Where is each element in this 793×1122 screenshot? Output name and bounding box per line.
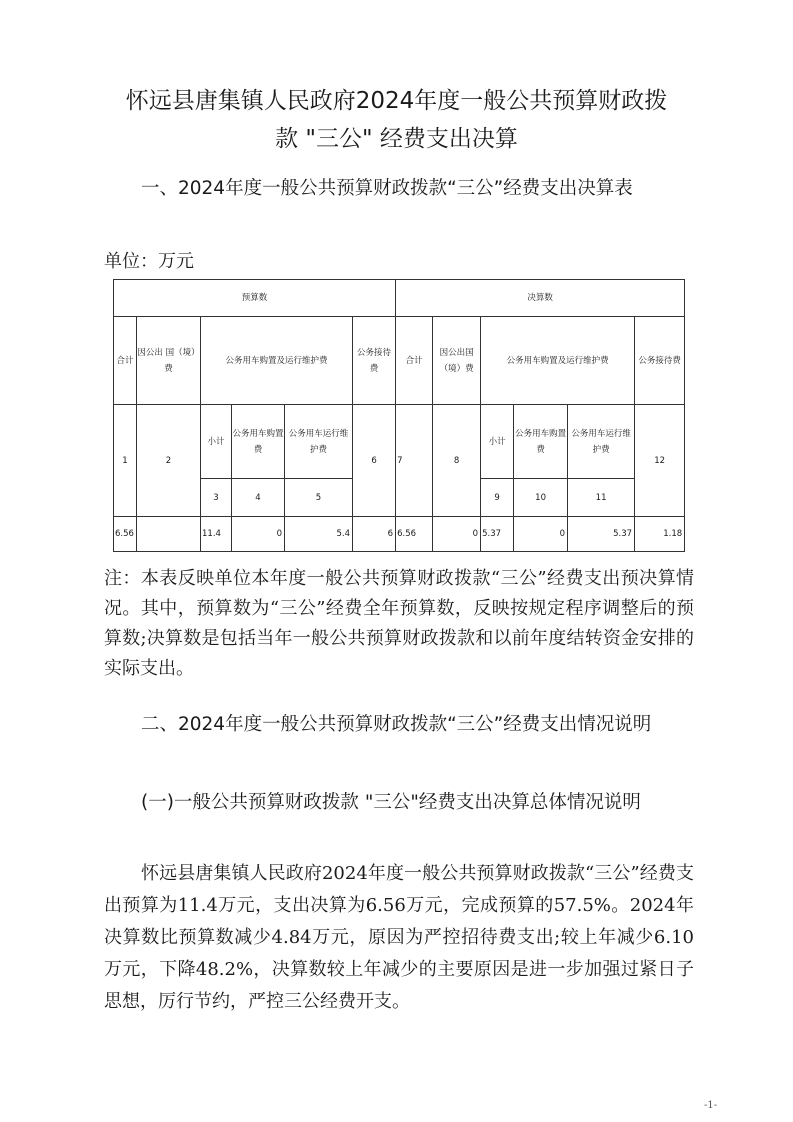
col-header-reception-final: 公务接待费: [635, 317, 685, 405]
unit-label: 单位：万元: [104, 251, 194, 272]
value-cell: 0: [232, 517, 285, 552]
index-cell: 5: [285, 479, 353, 517]
index-cell: 11: [568, 479, 635, 517]
index-cell: 4: [232, 479, 285, 517]
index-cell: 1: [114, 405, 137, 517]
col-header-subtotal: 小计: [201, 405, 232, 479]
col-header-vehicle-purchase: 公务用车购置费: [232, 405, 285, 479]
value-cell: 0: [433, 517, 481, 552]
three-public-expenses-table: [113, 279, 685, 552]
value-cell: 5.37: [568, 517, 635, 552]
col-header-total: 合计: [114, 317, 137, 405]
col-header-vehicle-purchase-final: 公务用车购置费: [514, 405, 568, 479]
col-header-abroad-final: 因公出国 （境）费: [433, 317, 481, 405]
value-cell: 0: [514, 517, 568, 552]
index-cell: 9: [481, 479, 514, 517]
value-cell: 6.56: [114, 517, 137, 552]
value-cell: 5.37: [481, 517, 514, 552]
index-cell: 6: [353, 405, 396, 517]
value-cell: 6.56: [396, 517, 433, 552]
value-cell: 5.4: [285, 517, 353, 552]
document-title-line-2: 款 "三公" 经费支出决算: [275, 126, 518, 152]
col-header-subtotal-final: 小计: [481, 405, 514, 479]
document-title-line-1: 怀远县唐集镇人民政府2024年度一般公共预算财政拨: [125, 88, 668, 114]
value-cell: 11.4: [201, 517, 232, 552]
budget-group-header: 预算数: [114, 280, 396, 317]
index-cell: 8: [433, 405, 481, 517]
col-header-total-final: 合计: [396, 317, 433, 405]
col-header-reception: 公务接待费: [353, 317, 396, 405]
col-header-vehicle-operation: 公务用车运行维护费: [285, 405, 353, 479]
section-2-heading: 二、2024年度一般公共预算财政拨款“三公”经费支出情况说明: [141, 714, 652, 735]
index-cell: 7: [396, 405, 433, 517]
index-cell: 12: [635, 405, 685, 517]
page-number: -1-: [704, 1100, 718, 1111]
col-header-vehicle-operation-final: 公务用车运行维护费: [568, 405, 635, 479]
value-cell: 6: [353, 517, 396, 552]
col-header-vehicle: 公务用车购置及运行维护费: [201, 317, 353, 405]
col-header-abroad: 因公出 国（境）费: [137, 317, 201, 405]
summary-paragraph: 怀远县唐集镇人民政府2024年度一般公共预算财政拨款“三公”经费支出预算为11.4万元，支出决算为6.56万元，完成预算的57.5%。2024年决算数比预算数减少4.84万元，原因为严控招待费支出;较上年减少6.10 万元，下降48.2%，决算数较上年减少的主要原因是进一步加强过紧日子思想，厉行节约，严控三公经费开支。: [104, 863, 694, 1012]
section-2-sub-heading: (一)一般公共预算财政拨款 "三公"经费支出决算总体情况说明: [141, 792, 641, 813]
value-cell: [137, 517, 201, 552]
index-cell: 2: [137, 405, 201, 517]
col-header-vehicle-final: 公务用车购置及运行维护费: [481, 317, 635, 405]
value-cell: 1.18: [635, 517, 685, 552]
table-note: 注：本表反映单位本年度一般公共预算财政拨款“三公”经费支出预决算情况。其中，预算数为“三公”经费全年预算数，反映按规定程序调整后的预算数;决算数是包括当年一般公共预算财政拨款和以前年度结转资金安排的实际支出。: [104, 568, 694, 679]
index-cell: 3: [201, 479, 232, 517]
final-group-header: 决算数: [396, 280, 685, 317]
index-cell: 10: [514, 479, 568, 517]
section-1-heading: 一、2024年度一般公共预算财政拨款“三公”经费支出决算表: [141, 178, 633, 199]
